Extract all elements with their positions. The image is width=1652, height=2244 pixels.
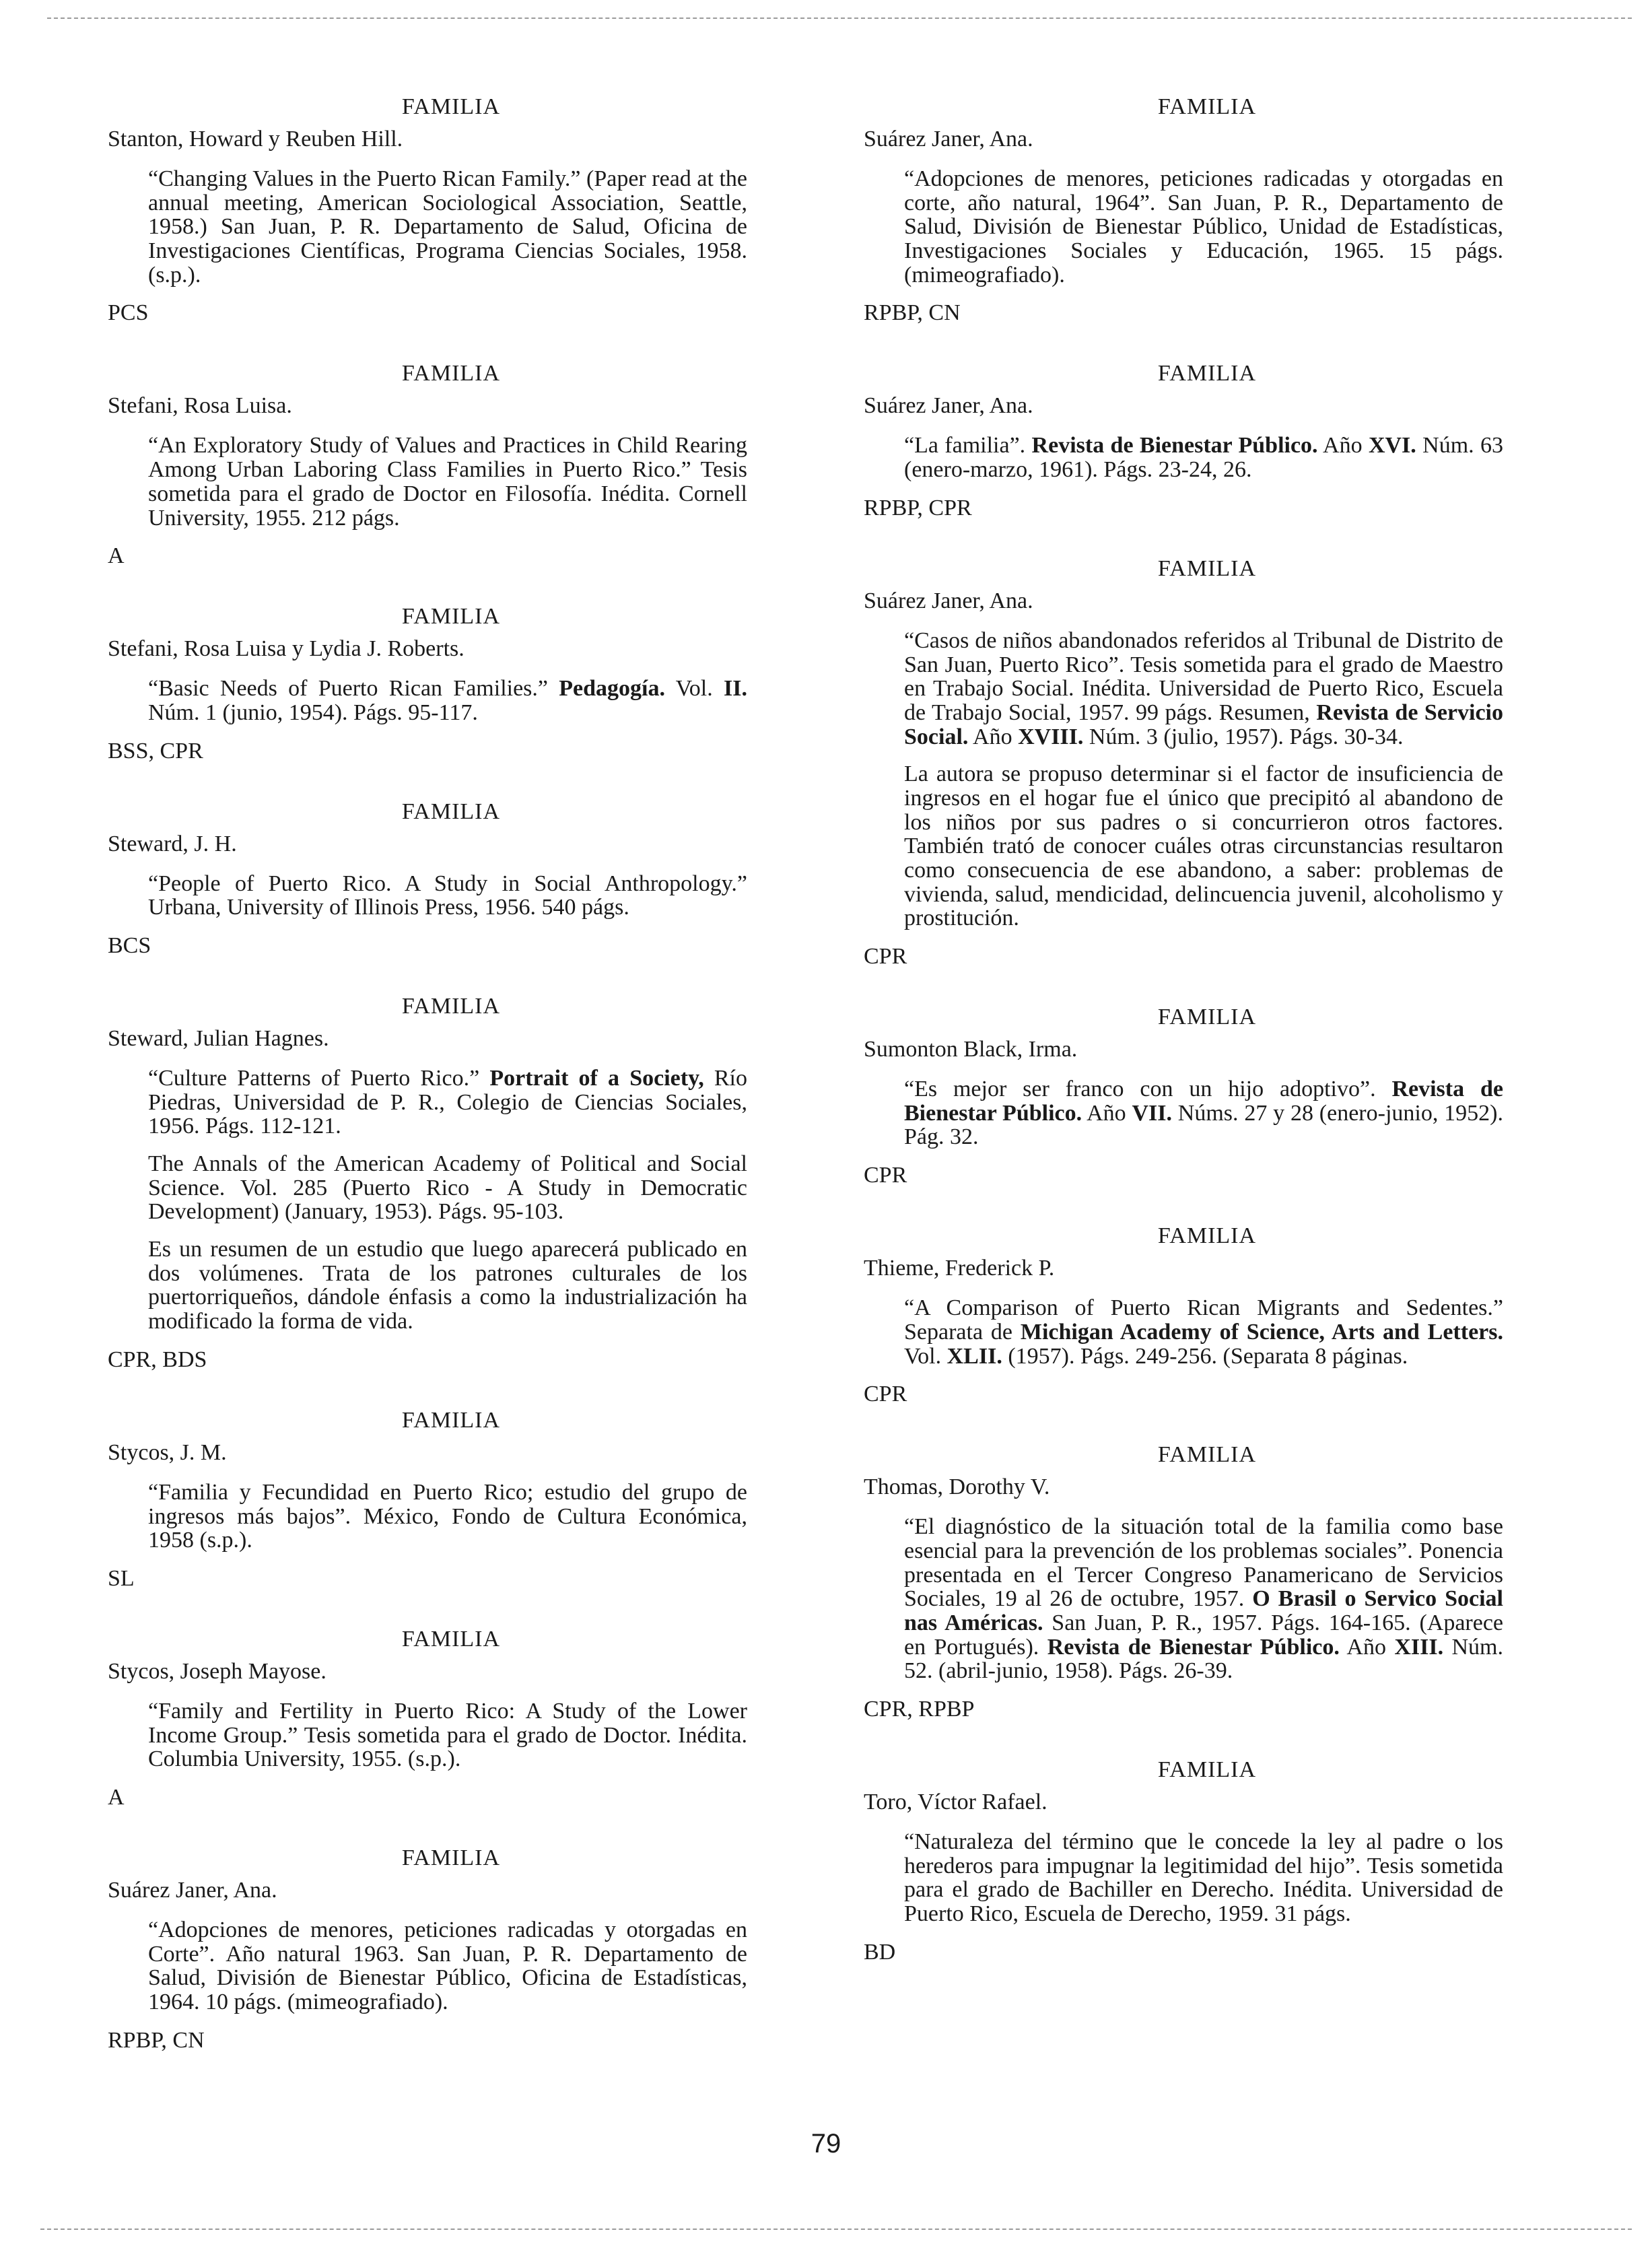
text-segment: “El diagnóstico de la situación total de la familia como base esencial para la prevención de los problemas sociales”. Ponencia presentada en el Tercer Congreso Panamericano de Servicios Sociales, 19 al 26 de octubre, 1957.: [904, 1514, 1503, 1612]
entry-subject-heading: FAMILIA: [1157, 1005, 1257, 1030]
entry-subject-heading: FAMILIA: [401, 1845, 501, 1870]
text-segment: La autora se propuso determinar si el factor de insuficiencia de ingresos en el hogar fue el único que precipitó al abandono de los niños por sus padres o si concurrieron otros factores. También trató de conocer cuáles otras circunstancias resultaron como consecuencia de ese abandono, a saber: problemas de vivienda, salud, mendicidad, delincuencia juvenil, alcoholismo y prostitución.: [904, 761, 1503, 931]
text-segment: “La familia”.: [904, 433, 1032, 458]
top-edge-rule: [47, 18, 1632, 19]
text-segment: Año: [968, 724, 1019, 749]
bold-title-segment: VII.: [1132, 1100, 1172, 1126]
text-segment: “Casos de niños abandonados referidos al Tribunal de Distrito de San Juan, Puerto Rico”. Tesis sometida para el grado de Maestro en Trabajo Social. Inédita. Universidad de Puerto Rico, Escuela de Trabajo Social, 1957. 99 págs. Resumen,: [904, 627, 1503, 725]
entry-author: Thieme, Frederick P.: [864, 1256, 1055, 1281]
entry-citation-text: [904, 1077, 1503, 1149]
entry-library-code: CPR, BDS: [108, 1347, 207, 1372]
bold-title-segment: Portrait of a Society,: [489, 1065, 704, 1091]
text-segment: “Basic Needs of Puerto Rican Families.”: [148, 676, 559, 702]
bottom-edge-rule: [40, 2229, 1632, 2230]
text-segment: Núms. 27 y 28 (enero-junio, 1952). Pág. 32.: [904, 1100, 1503, 1150]
bibliography-entry: [864, 1442, 1530, 1722]
text-segment: “Familia y Fecundidad en Puerto Rico; estudio del grupo de ingresos más bajos”. México, Fondo de Cultura Económica, 1958 (s.p.).: [148, 1479, 747, 1553]
entry-author: Stefani, Rosa Luisa.: [108, 393, 292, 419]
entry-library-code: BCS: [108, 932, 151, 958]
entry-citation-text: [148, 1481, 747, 1553]
bibliography-entry: [108, 1845, 774, 2053]
bold-title-segment: Revista de Bienestar Público.: [1031, 433, 1318, 458]
entry-subject-heading: FAMILIA: [1157, 361, 1257, 386]
text-segment: Vol.: [664, 676, 724, 702]
entry-subject-heading: FAMILIA: [401, 993, 501, 1019]
entry-library-code: CPR: [864, 1382, 907, 1407]
entry-library-code: RPBP, CN: [108, 2027, 205, 2053]
entry-citation-text: [904, 1296, 1503, 1368]
bibliography-entry: [864, 556, 1530, 970]
entry-author: Suárez Janer, Ana.: [864, 588, 1033, 613]
left-column: [108, 94, 774, 2088]
text-segment: “A Comparison of Puerto Rican Migrants and Sedentes.” Separata de: [904, 1295, 1503, 1345]
right-column: [864, 94, 1530, 2000]
entry-library-code: A: [108, 1784, 125, 1810]
entry-citation-text: [148, 872, 747, 920]
entry-author: Suárez Janer, Ana.: [864, 127, 1033, 151]
entry-citation-text: [904, 167, 1503, 287]
text-segment: San Juan, P. R., 1957. Págs. 164-165. (Aparece en Portugués).: [904, 1610, 1504, 1660]
bold-title-segment: II.: [724, 676, 747, 702]
bold-title-segment: XIII.: [1394, 1634, 1444, 1660]
bold-title-segment: Pedagogía.: [559, 676, 665, 702]
entry-subject-heading: FAMILIA: [1157, 94, 1257, 119]
entry-subject-heading: FAMILIA: [1157, 1223, 1257, 1249]
entry-author: Thomas, Dorothy V.: [864, 1474, 1050, 1500]
entry-library-code: CPR: [864, 1163, 907, 1188]
text-segment: Núm. 3 (julio, 1957). Págs. 30-34.: [1083, 724, 1404, 749]
bold-title-segment: Revista de Bienestar Público.: [904, 1077, 1503, 1126]
bibliography-entry: [108, 994, 774, 1373]
entry-subject-heading: FAMILIA: [1157, 1757, 1257, 1782]
entry-citation-text: [148, 167, 747, 287]
text-segment: The Annals of the American Academy of Political and Social Science. Vol. 285 (Puerto Rico - A Study in Democratic Development) (January, 1953). Págs. 95-103.: [148, 1151, 747, 1225]
text-segment: “Changing Values in the Puerto Rican Family.” (Paper read at the annual meeting, American Sociological Association, Seattle, 1958.) San Juan, P. R. Departamento de Salud, Oficina de Investigaciones Científicas, Programa Ciencias Sociales, 1958. (s.p.).: [148, 166, 747, 287]
bibliography-entry: [108, 799, 774, 959]
entry-author: Stycos, J. M.: [108, 1439, 227, 1465]
bold-title-segment: Revista de Servicio Social.: [904, 700, 1504, 749]
bibliography-entry: [108, 1408, 774, 1592]
entry-author: Steward, Julian Hagnes.: [108, 1025, 329, 1051]
bibliography-entry: [864, 1223, 1530, 1407]
bibliography-entry: [108, 94, 774, 326]
entry-citation-text: [904, 434, 1503, 481]
entry-subject-heading: FAMILIA: [401, 1626, 501, 1652]
bibliography-entry: [864, 1005, 1530, 1188]
text-segment: Año: [1317, 433, 1369, 458]
bibliography-entry: [108, 361, 774, 569]
text-segment: Núm. 63 (enero-marzo, 1961). Págs. 23-24, 26.: [904, 433, 1503, 483]
bold-title-segment: Revista de Bienestar Público.: [1047, 1634, 1340, 1660]
page-number: 79: [811, 2129, 841, 2158]
entry-citation-text: [904, 1515, 1503, 1683]
entry-subject-heading: FAMILIA: [401, 361, 501, 386]
entry-citation-text: [148, 434, 747, 530]
text-segment: Río Piedras, Universidad de P. R., Colegio de Ciencias Sociales, 1956. Págs. 112-121.: [148, 1065, 747, 1139]
text-segment: Año: [1339, 1634, 1395, 1660]
entry-library-code: BD: [864, 1939, 896, 1965]
entry-author: Suárez Janer, Ana.: [108, 1877, 277, 1903]
bibliography-entry: [864, 94, 1530, 326]
entry-author: Stycos, Joseph Mayose.: [108, 1658, 326, 1684]
entry-citation-text: [904, 762, 1503, 930]
entry-library-code: CPR: [864, 944, 907, 970]
text-segment: Año: [1082, 1100, 1132, 1126]
text-segment: “Culture Patterns of Puerto Rico.”: [148, 1065, 490, 1091]
entry-library-code: RPBP, CN: [864, 300, 961, 326]
text-segment: “Adopciones de menores, peticiones radicadas y otorgadas en corte, año natural, 1964”. San Juan, P. R., Departamento de Salud, División de Bienestar Público, Unidad de Estadísticas, Investigaciones Sociales y Educación, 1965. 15 págs. (mimeografiado).: [904, 166, 1503, 287]
entry-author: Sumonton Black, Irma.: [864, 1037, 1078, 1062]
entry-author: Stanton, Howard y Reuben Hill.: [108, 127, 403, 151]
entry-subject-heading: FAMILIA: [1157, 555, 1257, 581]
entry-subject-heading: FAMILIA: [401, 798, 501, 824]
text-segment: “Family and Fertility in Puerto Rico: A Study of the Lower Income Group.” Tesis sometida para el grado de Doctor. Inédita. Columbia University, 1955. (s.p.).: [148, 1698, 747, 1772]
bibliography-entry: [108, 1627, 774, 1810]
bold-title-segment: XLII.: [947, 1343, 1002, 1369]
entry-author: Stefani, Rosa Luisa y Lydia J. Roberts.: [108, 636, 464, 662]
entry-citation-text: [148, 677, 747, 724]
text-segment: Núm. 52. (abril-junio, 1958). Págs. 26-39.: [904, 1634, 1504, 1684]
entry-library-code: BSS, CPR: [108, 738, 203, 763]
entry-subject-heading: FAMILIA: [401, 94, 501, 119]
text-segment: “People of Puerto Rico. A Study in Social Anthropology.” Urbana, University of Illinois Press, 1956. 540 págs.: [148, 871, 747, 920]
entry-citation-text: [148, 1066, 747, 1138]
entry-author: Toro, Víctor Rafael.: [864, 1790, 1047, 1814]
bold-title-segment: Michigan Academy of Science, Arts and Letters.: [1020, 1319, 1503, 1345]
entry-author: Steward, J. H.: [108, 831, 237, 856]
text-segment: Es un resumen de un estudio que luego aparecerá publicado en dos volúmenes. Trata de los patrones culturales de los puertorriqueños, dándole énfasis a como la industrialización ha modificado la forma de vida.: [148, 1237, 747, 1334]
entry-citation-text: [148, 1699, 747, 1771]
entry-library-code: SL: [108, 1565, 135, 1591]
text-segment: “Es mejor ser franco con un hijo adoptivo”.: [904, 1077, 1392, 1102]
text-segment: Núm. 1 (junio, 1954). Págs. 95-117.: [148, 700, 478, 725]
entry-citation-text: [904, 1830, 1503, 1926]
bold-title-segment: O Brasil o Servico Social nas Américas.: [904, 1586, 1504, 1635]
bold-title-segment: XVIII.: [1018, 724, 1084, 749]
text-segment: “An Exploratory Study of Values and Practices in Child Rearing Among Urban Laboring Class Families in Puerto Rico.” Tesis sometida para el grado de Doctor en Filosofía. Inédita. Cornell University, 1955. 212 págs.: [148, 433, 747, 531]
text-segment: “Naturaleza del término que le concede la ley al padre o los herederos para impugnar la legitimidad del hijo”. Tesis sometida para el grado de Bachiller en Derecho. Inédita. Universidad de Puerto Rico, Escuela de Derecho, 1959. 31 págs.: [904, 1829, 1503, 1927]
entry-citation-text: [148, 1237, 747, 1334]
bold-title-segment: XVI.: [1368, 433, 1416, 458]
entry-library-code: RPBP, CPR: [864, 495, 972, 520]
entry-library-code: CPR, RPBP: [864, 1697, 975, 1722]
entry-subject-heading: FAMILIA: [401, 1407, 501, 1433]
text-segment: Vol.: [904, 1343, 947, 1369]
bibliography-entry: [864, 1757, 1530, 1965]
entry-citation-text: [148, 1918, 747, 2014]
bibliography-entry: [864, 361, 1530, 520]
text-segment: (1957). Págs. 249-256. (Separata 8 páginas.: [1002, 1343, 1408, 1369]
entry-citation-text: [904, 629, 1503, 749]
entry-author: Suárez Janer, Ana.: [864, 393, 1033, 419]
text-segment: “Adopciones de menores, peticiones radicadas y otorgadas en Corte”. Año natural 1963. San Juan, P. R. Departamento de Salud, División de Bienestar Público, Oficina de Estadísticas, 1964. 10 págs. (mimeografiado).: [148, 1917, 747, 2014]
entry-library-code: A: [108, 543, 125, 569]
bibliography-entry: [108, 604, 774, 763]
entry-subject-heading: FAMILIA: [1157, 1442, 1257, 1468]
entry-citation-text: [148, 1152, 747, 1224]
entry-subject-heading: FAMILIA: [401, 604, 501, 630]
entry-library-code: PCS: [108, 300, 149, 326]
